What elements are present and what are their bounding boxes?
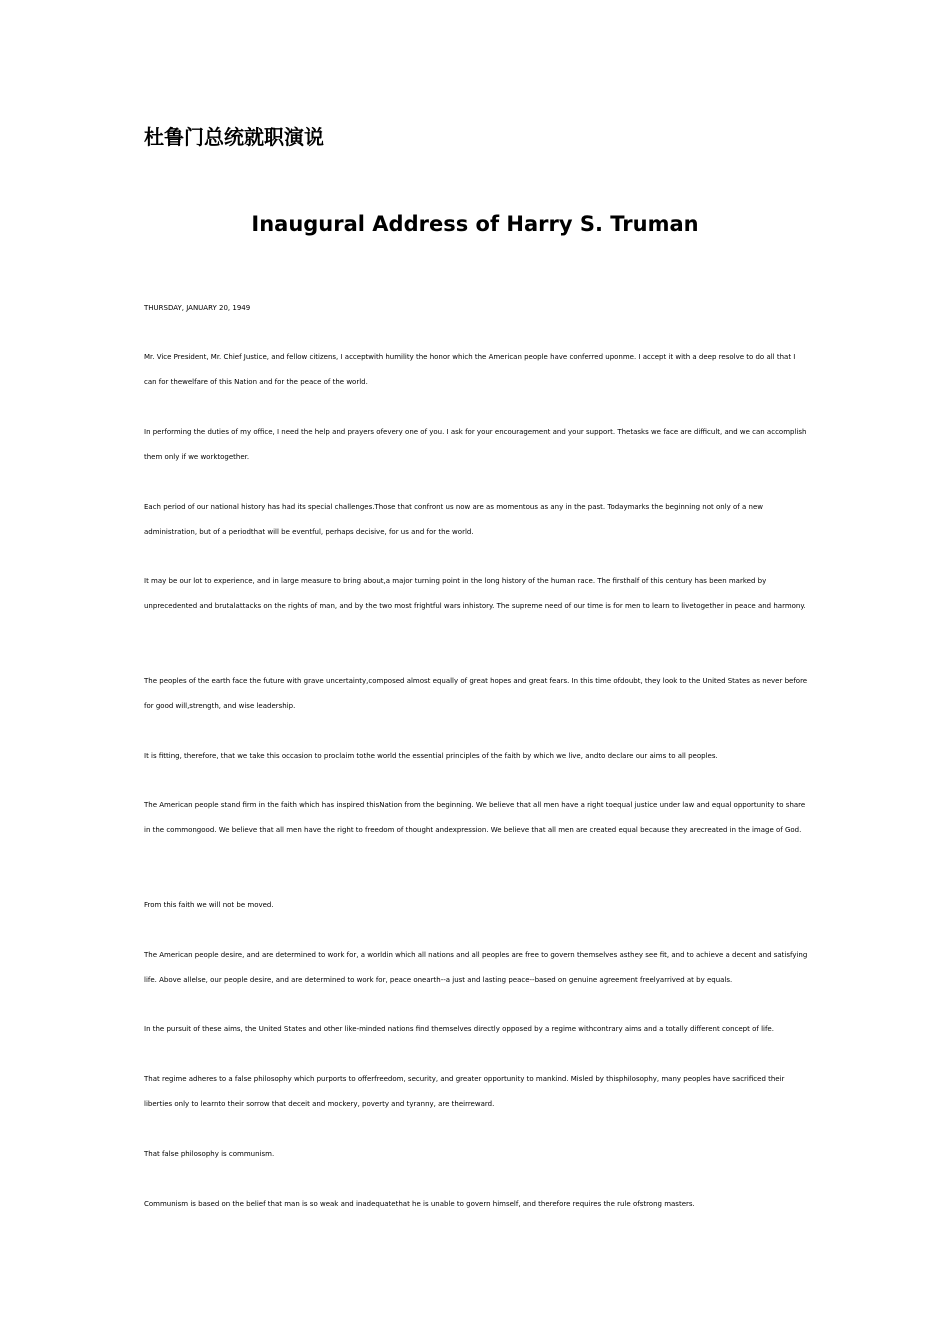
paragraph: In performing the duties of my office, I need the help and prayers ofevery one of you. I ask for your encouragement and your support. Thetasks we face are difficult, and we can accomplish them only if we worktogether. — [144, 428, 807, 461]
paragraph: The American people stand firm in the faith which has inspired thisNation from the beginning. We believe that all men have a right toequal justice under law and equal opportunity to share in the commongood. We believe that all men have the right to freedom of thought andexpression. We believe that all men are created equal because they arecreated in the image of God. — [144, 801, 806, 834]
paragraph: It is fitting, therefore, that we take this occasion to proclaim tothe world the essential principles of the faith by which we live, andto declare our aims to all peoples. — [144, 752, 718, 760]
paragraph: The peoples of the earth face the future with grave uncertainty,composed almost equally of great hopes and great fears. In this time ofdoubt, they look to the United States as never before for good will,strength, and wise leadership. — [144, 677, 808, 710]
paragraph: Mr. Vice President, Mr. Chief Justice, and fellow citizens, I acceptwith humility the honor which the American people have conferred uponme. I accept it with a deep resolve to do all that I can for thewelfare of this Nation and for the peace of the world. — [144, 353, 796, 386]
paragraph: Each period of our national history has had its special challenges.Those that confront us now are as momentous as any in the past. Todaymarks the beginning not only of a new administration, but of a periodthat will be eventful, perhaps decisive, for us and for the world. — [144, 503, 763, 536]
paragraph: Communism is based on the belief that man is so weak and inadequatethat he is unable to govern himself, and therefore requires the rule ofstrong masters. — [144, 1200, 695, 1208]
paragraph: From this faith we will not be moved. — [144, 901, 274, 909]
english-title: Inaugural Address of Harry S. Truman — [251, 212, 699, 236]
paragraph: That false philosophy is communism. — [144, 1150, 275, 1158]
paragraph: In the pursuit of these aims, the United States and other like-minded nations find themselves directly opposed by a regime withcontrary aims and a totally different concept of life. — [144, 1025, 774, 1033]
chinese-title: 杜鲁门总统就职演说 — [144, 125, 324, 149]
paragraph: That regime adheres to a false philosophy which purports to offerfreedom, security, and greater opportunity to mankind. Misled by thisphilosophy, many peoples have sacrificed their liberties only to learnto their sorrow that deceit and mockery, poverty and tyranny, are theirreward. — [144, 1075, 785, 1108]
paragraph: The American people desire, and are determined to work for, a worldin which all nations and all peoples are free to govern themselves asthey see fit, and to achieve a decent and satisfying life. Above allelse, our people desire, and are determined to work for, peace onearth--a just and lasting peace--based on genuine agreement freelyarrived at by equals. — [144, 951, 808, 984]
paragraph: It may be our lot to experience, and in large measure to bring about,a major turning point in the long history of the human race. The firsthalf of this century has been marked by unprecedented and brutalattacks on the rights of man, and by the two most frightful wars inhistory. The supreme need of our time is for men to learn to livetogether in peace and harmony. — [144, 577, 806, 610]
speech-date: THURSDAY, JANUARY 20, 1949 — [144, 304, 251, 312]
